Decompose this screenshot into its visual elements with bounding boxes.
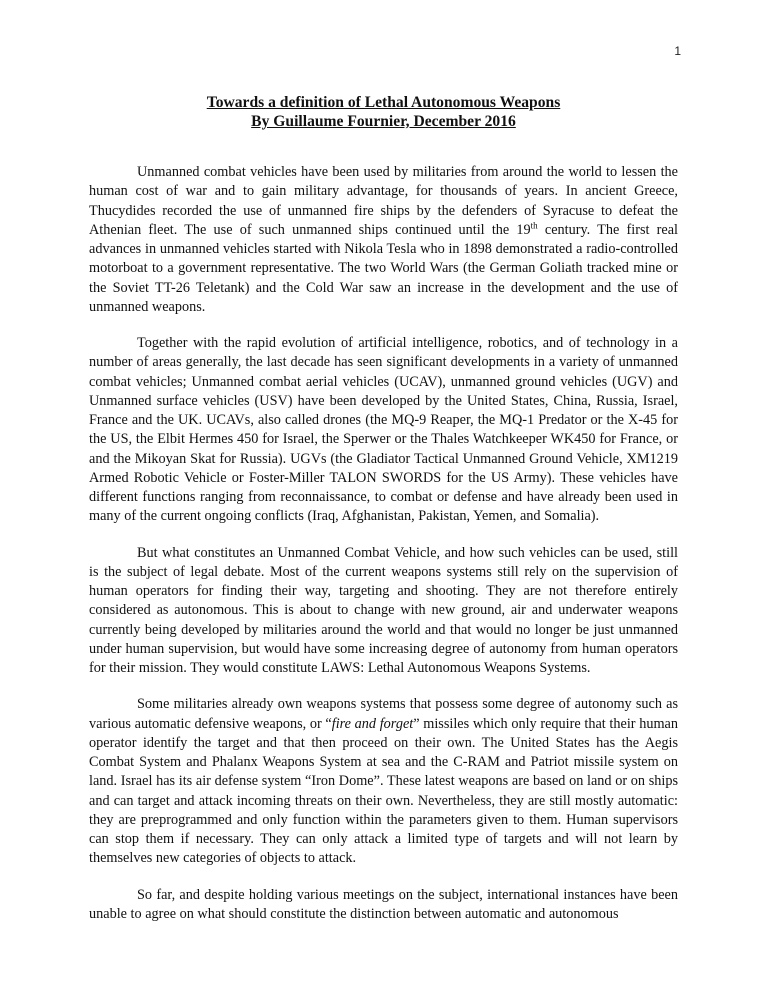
document-byline: By Guillaume Fournier, December 2016	[251, 113, 516, 130]
page-number: 1	[674, 44, 681, 58]
paragraph-1	[89, 163, 678, 317]
paragraph-4	[89, 695, 678, 868]
paragraph-5: So far, and despite holding various meetings on the subject, international instances have been unable to agree on what should constitute the distinction between automatic and autonomous	[89, 886, 678, 922]
paragraph-1-text-b: century. The first real advances in unmanned vehicles started with Nikola Tesla who in 1898 demonstrated a radio-controlled motorboat to a government representative. The two World Wars (the German Goliath tracked mine or the Soviet TT-26 Teletank) and the Cold War saw an increase in the development and the use of unmanned weapons.	[89, 221, 678, 315]
paragraph-1-text-a: Unmanned combat vehicles have been used by militaries from around the world to lessen the human cost of war and to gain military advantage, for thousands of years. In ancient Greece, Thucydides recorded the use of unmanned fire ships by the defenders of Syracuse to defeat the Athenian fleet. The use of such unmanned ships continued until the 19	[89, 164, 678, 238]
paragraph-4-text-a: Some militaries already own weapons systems that possess some degree of autonomy such as various automatic defensive weapons, or “	[89, 696, 678, 732]
italic-phrase: fire and forget	[331, 715, 414, 732]
superscript-th: th	[530, 220, 538, 230]
document-title: Towards a definition of Lethal Autonomous Weapons	[206, 94, 561, 111]
title-block	[89, 93, 678, 131]
document-body	[89, 163, 678, 941]
paragraph-3: But what constitutes an Unmanned Combat Vehicle, and how such vehicles can be used, still is the subject of legal debate. Most of the current weapons systems still rely on the supervision of human operators for finding their way, targeting and shooting. They are not therefore entirely considered as autonomous. This is about to change with new ground, air and underwater weapons currently being developed by militaries around the world and that would no longer be just unmanned under human supervision, but would have some increasing degree of autonomy from human operators for their mission. They would constitute LAWS: Lethal Autonomous Weapons Systems.	[89, 544, 678, 676]
paragraph-2: Together with the rapid evolution of artificial intelligence, robotics, and of technology in a number of areas generally, the last decade has seen significant developments in a variety of unmanned combat vehicles; Unmanned combat aerial vehicles (UCAV), unmanned ground vehicles (UGV) and Unmanned surface vehicles (USV) have been developed by the United States, China, Russia, Israel, France and the UK. UCAVs, also called drones (the MQ-9 Reaper, the MQ-1 Predator or the X-45 for the US, the Elbit Hermes 450 for Israel, the Sperwer or the Thales Watchkeeper WK450 for France, or and the Mikoyan Skat for Russia). UGVs (the Gladiator Tactical Unmanned Ground Vehicle, XM1219 Armed Robotic Vehicle or Foster-Miller TALON SWORDS for the US Army). These vehicles have different functions ranging from reconnaissance, to combat or defense and have already been used in many of the current ongoing conflicts (Iraq, Afghanistan, Pakistan, Yemen, and Somalia).	[89, 335, 678, 525]
paragraph-4-text-b: ” missiles which only require that their human operator identify the target and that then proceed on their own. The United States has the Aegis Combat System and Phalanx Weapons System at sea and the C-RAM and Patriot missile system on land. Israel has its air defense system “Iron Dome”. These latest weapons are based on land or on ships and can target and attack incoming threats on their own. Nevertheless, they are still mostly automatic: they are preprogrammed and only function within the parameters given to them. Human supervisors can stop them if necessary. They can only attack a limited type of targets and will not learn by themselves new categories of objects to attack.	[89, 715, 678, 867]
